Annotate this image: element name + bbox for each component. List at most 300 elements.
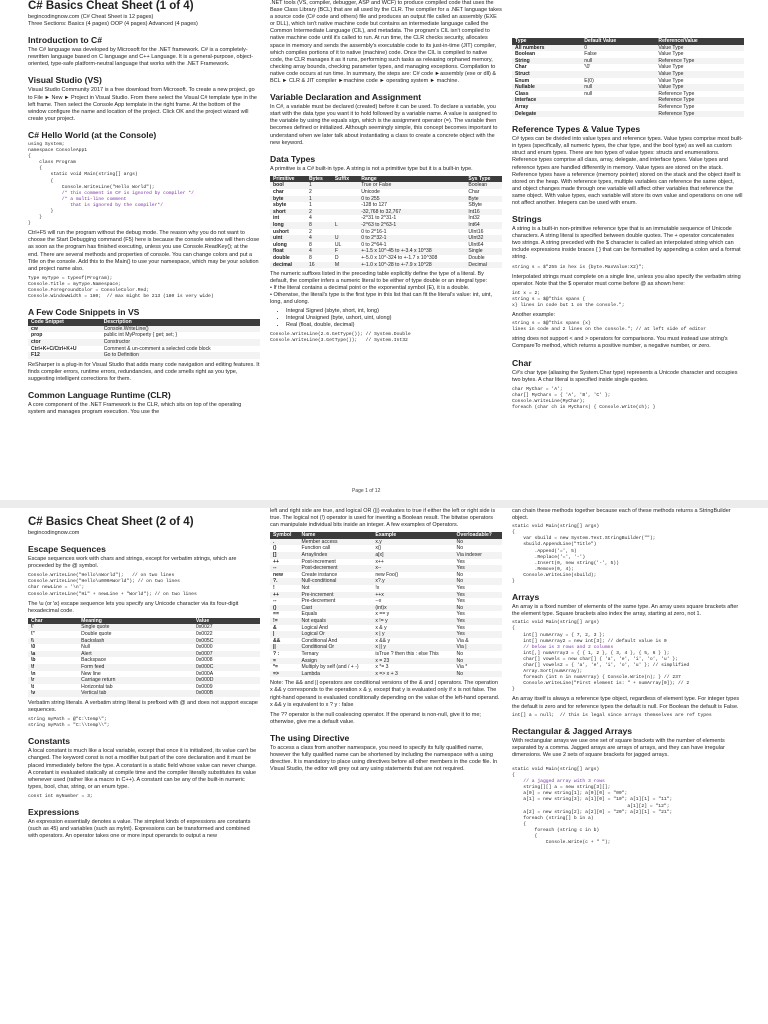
- list-numeric-categories: [286, 308, 502, 329]
- table-cell: 0x0000: [195, 644, 213, 651]
- table-cell: !=: [270, 618, 299, 625]
- table-cell: 4: [308, 215, 312, 222]
- table-cell: !: [273, 585, 275, 592]
- table-cell: x--: [372, 565, 453, 572]
- table-cell: No: [456, 571, 464, 578]
- code-line: Type myType = typeof(Program);: [28, 275, 113, 281]
- table-cell: Yes: [456, 558, 465, 565]
- table-cell: =>: [270, 671, 299, 678]
- para-suffix-rule-2: • Otherwise, the literal's type is the first type in this list that can fit the literal's value: int, uint, long, and ulong.: [270, 292, 492, 306]
- page-1: [0, 0, 768, 500]
- table-cell: No: [456, 545, 464, 552]
- table-row: [270, 572, 502, 579]
- table-cell: Ctrl+K+C/Ctrl+K+U: [31, 345, 77, 352]
- table-cell: 1: [308, 202, 312, 209]
- code-line: Console.Title = myType.Namespace;: [28, 281, 121, 287]
- table-cell: 0x000A: [195, 670, 214, 677]
- code-line: // below is 3 rows and 2 columns: [512, 644, 614, 650]
- code-arrays-null: [512, 713, 744, 719]
- table-cell: No: [456, 650, 464, 657]
- table-cell: -32,768 to 32,767: [358, 209, 465, 216]
- table-cell: Reference Type: [655, 58, 744, 65]
- para-verbatim: Verbatim string literals. A verbatim string literal is prefixed with @ and does not support escape sequences.: [28, 699, 258, 714]
- table-cell: Console.WriteLine(): [101, 326, 260, 333]
- table-escape-chars: [28, 618, 260, 697]
- table-header-cell: Range: [358, 176, 465, 183]
- code-line: char[] vowels = new char[] { 'a', 'e', 'i', 'o', 'u' };: [512, 656, 678, 662]
- code-console-title: [28, 276, 260, 300]
- table-cell: Not equals: [299, 618, 373, 625]
- para-suffix-rule-1: • If the literal contains a decimal point or the exponential symbol (E), it is a double.: [270, 285, 470, 292]
- table-cell: 0x005C: [193, 638, 260, 645]
- table-cell: x.y: [372, 539, 453, 546]
- table-cell: Boolean: [515, 51, 536, 58]
- table-header-cell: Bytes: [306, 176, 332, 183]
- table-cell: Value Type: [658, 64, 684, 71]
- table-cell: 8: [308, 254, 312, 261]
- heading-reference-value-types: Reference Types & Value Types: [512, 124, 641, 135]
- code-strings-1: [512, 265, 744, 271]
- table-cell: !x: [375, 585, 380, 592]
- table-cell: Decimal: [465, 262, 502, 269]
- page-number: Page 1 of 12: [352, 488, 381, 494]
- heading-strings: Strings: [512, 214, 542, 225]
- table-cell: 0 to 2^32-1: [358, 235, 465, 242]
- code-line: int[] a = null; // this is legal since arrays themselves are ref types: [512, 712, 712, 718]
- code-line: Console.WriteLine(3.GetType()); // System.Int32: [270, 337, 408, 343]
- table-cell: Logical Or: [299, 631, 373, 638]
- page1-column-2: [270, 0, 502, 347]
- table-cell: 0x0008: [195, 657, 213, 664]
- table-cell: [581, 104, 655, 111]
- table-row: [270, 625, 502, 632]
- table-cell: ++: [273, 558, 279, 565]
- page2-column-2: [270, 508, 502, 776]
- table-cell: decimal: [270, 262, 306, 269]
- table-cell: new Foo(): [375, 571, 399, 578]
- code-line: char MyChar = 'A';: [512, 386, 563, 392]
- code-arrays: [512, 620, 744, 693]
- table-row: [270, 598, 502, 605]
- heading-clr: Common Language Runtime (CLR): [28, 390, 171, 401]
- table-cell: F: [332, 248, 358, 255]
- code-line: Console.WriteLine(2.6.GetType()); // System.Double: [270, 331, 411, 337]
- heading-hello-world: C# Hello World (at the Console): [28, 129, 157, 140]
- code-line: var sbuild = new System.Text.StringBuilder("");: [512, 536, 656, 542]
- table-cell: \": [31, 631, 35, 638]
- table-row: [28, 677, 260, 684]
- table-cell: Value Type: [658, 77, 684, 84]
- site-line: begincodingnow.com (C# Cheat Sheet is 12 pages): [28, 14, 154, 20]
- table-cell: Yes: [456, 585, 465, 592]
- table-row: [512, 58, 744, 65]
- code-line: string myPath = "C:\\temp\\";: [28, 723, 110, 729]
- page-separator: [0, 500, 768, 508]
- table-row: [270, 611, 502, 618]
- table-row: [28, 352, 260, 359]
- table-row: [270, 565, 502, 572]
- table-header-cell: Symbol: [270, 532, 299, 539]
- code-line: const int myNumber = 3;: [28, 793, 93, 799]
- table-header-row: [512, 38, 744, 45]
- table-cell: Byte: [465, 196, 502, 203]
- table-row: [270, 618, 502, 625]
- table-cell: Double: [468, 254, 485, 261]
- table-cell: Member access: [299, 539, 373, 546]
- table-cell: Yes: [454, 592, 502, 599]
- table-cell: --: [273, 598, 277, 605]
- table-cell: Horizontal tab: [81, 683, 113, 690]
- code-line: {: [512, 834, 538, 840]
- code-line: }: [512, 687, 515, 693]
- code-line: }: [28, 208, 54, 214]
- table-cell: Reference Type: [655, 97, 744, 104]
- table-cell: Reference Type: [658, 90, 695, 97]
- table-row: [270, 638, 502, 645]
- sections-line: Three Sections: Basics (4 pages) OOP (4 pages) Advanced (4 pages): [28, 21, 198, 28]
- page-title: C# Basics Cheat Sheet (1 of 4): [28, 0, 194, 12]
- heading-constants: Constants: [28, 736, 71, 747]
- code-char: [512, 387, 744, 411]
- table-cell: null: [581, 84, 655, 91]
- table-row: [28, 638, 260, 645]
- table-cell: Logical And: [301, 624, 328, 631]
- para-arrays: An array is a fixed number of elements of the same type. An array uses square brackets after the element type. Square brackets also index the array, starting at zero, not 1.: [512, 604, 739, 618]
- code-line: a[0] = new string[1]; a[0][0] = "00";: [512, 791, 628, 797]
- table-cell: int: [273, 215, 280, 222]
- table-cell: +-5.0 x 10^-324 to +-1.7 x 10^308: [361, 254, 438, 261]
- para-escape-sequences: Escape sequences work with chars and strings, except for verbatim strings, which are proceeded by the @ symbol.: [28, 556, 237, 570]
- table-cell: 1: [306, 196, 332, 203]
- table-cell: Int32: [468, 215, 480, 222]
- table-cell: (): [273, 545, 277, 552]
- table-cell: -2^31 to 2^31-1: [361, 215, 397, 222]
- table-cell: E(0): [584, 77, 594, 84]
- code-hello-world: [28, 142, 260, 227]
- code-line: foreach (int n in numArray) { Console.Write(n); } // 237: [512, 675, 681, 681]
- code-line: Console.WindowWidth = 180; // max might be 213 (180 is very wide): [28, 294, 214, 300]
- table-cell: x | y: [372, 631, 453, 638]
- table-cell: bool: [270, 182, 306, 189]
- table-header-cell: Primitive: [270, 176, 306, 183]
- table-row: [270, 229, 502, 236]
- table-cell: [332, 215, 358, 222]
- table-cell: UL: [334, 241, 342, 248]
- table-cell: null: [584, 90, 593, 97]
- table-cell: \v: [28, 690, 78, 697]
- table-cell: Create instance: [301, 571, 338, 578]
- code-line: using System;: [28, 141, 65, 147]
- table-cell: Int16: [465, 209, 502, 216]
- table-row: [270, 578, 502, 585]
- code-line: lines in code and 2 lines on the console."; // at left side of editor: [512, 327, 707, 333]
- table-cell: True or False: [358, 182, 465, 189]
- table-row: [270, 196, 502, 203]
- code-line: .Append('=', 5): [512, 548, 577, 554]
- table-row: [270, 651, 502, 658]
- code-line: Console.Write(c + " ");: [512, 840, 611, 846]
- table-row: [270, 262, 502, 269]
- code-line: .Replace('=', '-'): [512, 554, 586, 560]
- list-item: • Real (float, double, decimal): [286, 322, 502, 329]
- code-line: string s = $@"this spans {: [512, 296, 586, 302]
- table-cell: L: [332, 222, 358, 229]
- code-line: string myPath = @"C:\temp\";: [28, 717, 107, 723]
- table-cell: Alert: [78, 651, 193, 658]
- table-cell: (int)x: [372, 605, 453, 612]
- table-cell: Single quote: [78, 624, 193, 631]
- table-cell: UInt64: [468, 241, 484, 248]
- table-header-cell: Meaning: [78, 618, 193, 625]
- table-cell: Array: [515, 103, 529, 110]
- table-cell: [581, 71, 655, 78]
- table-cell: ctor: [28, 339, 101, 346]
- table-cell: \a: [28, 651, 78, 658]
- table-header-cell: Description: [101, 319, 260, 326]
- table-cell: Boolean: [465, 182, 502, 189]
- para-arrays-2: An array itself is always a reference type object, regardless of element type. For integer types the default is zero and for reference types the default is null. For Boolean the default is False.: [512, 696, 740, 710]
- table-cell: ? :: [273, 650, 280, 657]
- table-cell: M: [332, 262, 358, 269]
- table-cell: Conditional And: [301, 637, 338, 644]
- table-cell: &: [273, 624, 277, 631]
- table-cell: Single: [465, 248, 502, 255]
- table-cell: (): [270, 605, 299, 612]
- table-row: [270, 189, 502, 196]
- para-operators: left and right side are true, and logical OR (||) evaluates to true if either the left or right side is true. The logical not (!) operator is used for inverting a Boolean result. The bitwise operators can manipulate individual bits inside an integer. A few examples of Operators.: [270, 508, 496, 529]
- table-cell: \0: [31, 644, 36, 651]
- table-cell: x => x + 3: [372, 671, 453, 678]
- table-header-cell: Example: [372, 532, 453, 539]
- table-cell: 0x0007: [193, 651, 260, 658]
- table-header-cell: Overloadable?: [454, 532, 502, 539]
- table-cell: No: [454, 658, 502, 665]
- table-cell: [332, 189, 358, 196]
- table-row: [270, 552, 502, 559]
- table-row: [28, 326, 260, 333]
- code-line: string s = $"255 in hex is {byte.MaxValue:X2}";: [512, 264, 645, 270]
- table-cell: 0 to 2^64-1: [361, 241, 387, 248]
- page2-column-3: [512, 508, 744, 849]
- table-cell: Array/index: [299, 552, 373, 559]
- code-line: Console.ForegroundColor = ConsoleColor.Red;: [28, 288, 149, 293]
- table-row: [28, 332, 260, 339]
- table-header-row: [270, 532, 502, 539]
- table-cell: double: [273, 254, 290, 261]
- table-row: [270, 248, 502, 255]
- table-header-cell: Name: [299, 532, 373, 539]
- heading-expressions: Expressions: [28, 807, 80, 817]
- table-cell: Null: [81, 644, 90, 651]
- code-line: }: [28, 221, 31, 227]
- table-cell: UInt16: [468, 228, 484, 235]
- table-cell: -2^63 to 2^63-1: [358, 222, 465, 229]
- table-cell: Pre-decrement: [301, 598, 336, 605]
- table-cell: No: [454, 578, 502, 585]
- code-line: {: [512, 773, 515, 779]
- code-line: foreach (char ch in MyChars) { Console.Write(ch); }: [512, 405, 656, 411]
- code-line: Console.WriteLine("First element is: " + numArray[0]); // 2: [512, 681, 690, 687]
- table-cell: Reference Type: [658, 103, 695, 110]
- code-line: a[2] = new string[2]; a[2][0] = "20"; a[2][1] = "21";: [512, 809, 673, 815]
- table-header-cell: Char: [28, 618, 78, 625]
- table-cell: Value Type: [655, 71, 744, 78]
- para-strings-2: Interpolated strings must complete on a single line, unless you also specify the verbatim string operator. Note that the $ operator must come before @ as shown here:: [512, 273, 741, 287]
- code-line: namespace ConsoleApp1: [28, 148, 88, 154]
- para-strings: A string is a built-in non-primitive reference type that is an immutable sequence of Unicode characters. A string literal is specified between double quotes. The + operator concatenates two strings. A string preceded with the $ character is called an interpolated string which can include expressions inside braces { } that can be formatted by appending a colon and a format string.: [512, 226, 741, 261]
- table-cell: \t: [31, 683, 35, 690]
- code-gettype: [270, 332, 502, 344]
- table-cell: --: [270, 565, 299, 572]
- table-cell: 8: [308, 241, 312, 248]
- table-cell: Via |: [454, 644, 502, 651]
- para-constants: A local constant is much like a local variable, except that once it is initialized, its value can't be changed. The keyword const is not a modifier but part of the core declaration and it must be placed immediately before the type. A constant is a static field whose value can never change. A constant is evaluated statically at compile time and the compiler literally substitutes its value whenever used (rather like a macro in C++). A constant can be any of the built-in numeric types, bool, char, string, or an enum type.: [28, 748, 257, 790]
- table-row: [28, 651, 260, 658]
- table-cell: Not: [301, 585, 310, 592]
- table-cell: --x: [375, 598, 382, 605]
- code-line: Console.WriteLine("Hi" + newLine + "World"); // on two lines: [28, 591, 197, 597]
- para-reference-value-types: C# types can be divided into value types and reference types. Value types comprise most built-in types (specifically, all numeric types, the char type, and the bool type) as well as custom struct and enum types. There are two types of value types: structs and enumerations. Reference types comprise all class, array, delegate, and interface types. Value types and reference types are handled differently in memory. Value types are stored on the stack. Reference types have a reference (memory pointer) stored on the stack and the object itself is stored on the heap. With reference types, multiple variables can reference the same object, and object changes made through one variable will affect other variables that reference the same object. With value types, each variable will store its own value and operations on one will not affect another. Integers can be used with enum.: [512, 136, 743, 206]
- code-line: {: [512, 626, 515, 632]
- heading-jagged-arrays: Rectangular & Jagged Arrays: [512, 725, 633, 736]
- code-line: foreach (string c in b): [512, 827, 600, 833]
- table-cell: x?.y: [372, 578, 453, 585]
- code-line: string[][] a = new string[3][];: [512, 785, 611, 791]
- code-line: int[,] numArray3 = { { 1, 2 }, { 3, 4 }, { 5, 6 } };: [512, 650, 670, 656]
- table-cell: Value Type: [658, 51, 684, 58]
- table-cell: Via *: [456, 664, 468, 671]
- code-line: a[1] = new string[3]; a[1][0] = "10"; a[1][1] = "11";: [512, 797, 673, 803]
- table-cell: '\0': [584, 64, 591, 71]
- table-cell: UInt32: [465, 235, 502, 242]
- table-cell: x && y: [375, 637, 391, 644]
- table-cell: x(): [375, 545, 382, 552]
- table-cell: x++: [375, 558, 384, 565]
- table-header-cell: Sys Type: [465, 176, 502, 183]
- table-cell: public int MyProperty { get; set; }: [103, 332, 178, 339]
- heading-snippets: A Few Code Snippets in VS: [28, 307, 140, 318]
- code-line: static void Main(string[] args): [28, 172, 138, 178]
- code-line: Console.WriteLine(MyChar);: [512, 398, 586, 404]
- table-cell: []: [270, 552, 299, 559]
- table-row: [512, 45, 744, 52]
- table-header-cell: Default Value: [581, 38, 655, 45]
- page-title: C# Basics Cheat Sheet (2 of 4): [28, 516, 194, 528]
- table-row: [28, 339, 260, 346]
- table-cell: +-1.5 x 10^-45 to +-3.4 x 10^38: [358, 248, 465, 255]
- table-snippets: [28, 319, 260, 359]
- code-line: char[] vowels2 = { 'a', 'e', 'i', 'o', 'u' }; // simplified: [512, 662, 690, 668]
- code-line: // a jagged array with 3 rows: [512, 779, 605, 785]
- page1-column-1: [28, 0, 260, 419]
- code-line: sbuild.AppendLine("Title"): [512, 542, 597, 548]
- table-row: [270, 671, 502, 678]
- heading-data-types: Data Types: [270, 153, 316, 164]
- table-cell: \r: [28, 677, 78, 684]
- table-header-cell: Suffix: [332, 176, 358, 183]
- table-cell: 4: [306, 235, 332, 242]
- table-cell: Function call: [301, 545, 331, 552]
- table-cell: Enum: [515, 77, 530, 84]
- code-line: int[] numArray2 = new int[3]; // default value is 0: [512, 638, 667, 644]
- table-row: [270, 559, 502, 566]
- table-default-values: [512, 38, 744, 117]
- table-row: [28, 644, 260, 651]
- table-row: [270, 182, 502, 189]
- code-verbatim: [28, 717, 260, 729]
- table-cell: \n: [31, 670, 36, 677]
- table-row: [270, 658, 502, 665]
- table-cell: x == y: [375, 611, 390, 618]
- table-cell: cw: [28, 326, 101, 333]
- table-cell: Equals: [301, 611, 318, 618]
- table-header-cell: Code Snippet: [28, 319, 101, 326]
- table-cell: All numbers: [512, 45, 581, 52]
- table-cell: 2: [308, 188, 312, 195]
- table-cell: x != y: [372, 618, 453, 625]
- heading-arrays: Arrays: [512, 592, 540, 603]
- table-cell: byte: [270, 196, 306, 203]
- table-row: [270, 215, 502, 222]
- heading-visual-studio: Visual Studio (VS): [28, 75, 102, 86]
- code-line: int[] numArray = { 7, 2, 3 };: [512, 632, 605, 638]
- table-cell: ++x: [372, 592, 453, 599]
- table-cell: char: [273, 188, 284, 195]
- code-line: Console.WriteLine("Hello\nWorld"); // on two lines: [28, 573, 175, 579]
- heading-intro: Introduction to C#: [28, 35, 102, 46]
- table-cell: null: [581, 58, 655, 65]
- code-line: char newLine = '\n';: [28, 585, 85, 591]
- table-cell: prop: [31, 332, 43, 339]
- code-line: foreach (string[] b in a): [512, 815, 594, 821]
- code-line: Array.Sort(numArray);: [512, 669, 583, 675]
- table-row: [270, 585, 502, 592]
- table-row: [270, 545, 502, 552]
- code-line: {: [512, 821, 527, 827]
- para-char: C#'s char type (aliasing the System.Char type) represents a Unicode character and occupies two bytes. A char literal is specified inside single quotes.: [512, 369, 738, 383]
- table-cell: Multiply by self (and / + -): [301, 664, 359, 671]
- table-row: [270, 539, 502, 546]
- code-line: static void Main(string[] args): [512, 524, 600, 530]
- table-header-cell: Value: [193, 618, 260, 625]
- table-cell: String: [512, 58, 581, 65]
- table-row: [512, 104, 744, 111]
- table-header-cell: Reference/Value: [655, 38, 744, 45]
- heading-escape-sequences: Escape Sequences: [28, 544, 106, 555]
- table-cell: [332, 202, 358, 209]
- table-cell: ulong: [273, 241, 287, 248]
- table-cell: [332, 196, 358, 203]
- table-cell: a[x]: [372, 552, 453, 559]
- table-cell: 2: [306, 209, 332, 216]
- table-cell: Ternary: [301, 650, 319, 657]
- table-cell: Assign: [299, 658, 373, 665]
- table-data-types: [270, 176, 502, 268]
- table-row: [512, 97, 744, 104]
- table-row: [512, 71, 744, 78]
- para-strings-3: Another example:: [512, 312, 556, 319]
- table-cell: 0x0027: [193, 624, 260, 631]
- code-line: string s = $@"this spans {x}: [512, 321, 591, 327]
- table-operators: [270, 532, 502, 677]
- table-cell: Yes: [456, 624, 465, 631]
- table-cell: Struct: [512, 71, 581, 78]
- para-dotnet-tools: .NET tools (VS, compiler, debugger, ASP and WCF) to produce compiled code that uses the Base Class Library (BCL) that are all used by the CLR. The compiler for a .NET language takes a source code (C# code and others) file and produces an output file called an assembly (EXE or DLL), which isn't native machine code but contains an intermediate language called the Common Intermediate Language (CIL), and metadata. The program's CIL isn't compiled to native machine code until it's called to run. At run time, the CLR checks security, allocates space in memory and sends the assembly's executable code to its just-in-time (JIT) compiler, which compiles portions of it to native (machine) code. Once the CIL is compiled to native code, the CLR manages it as it runs, performing such tasks as releasing orphaned memory, checking array bounds, checking parameter types, and managing exceptions. Compilation to native code occurs at run time. In summary, the steps are: C# code ►assembly (exe or dll) & BCL ► CLR & JIT compiler ►machine code ► operating system ► machine.: [270, 0, 502, 85]
- heading-variable-declaration: Variable Declaration and Assignment: [270, 92, 422, 103]
- para-ctrl-f5: Ctrl+F5 will run the program without the debug mode. The reason why you do not want to choose the Start Debugging command (F5) here is because the console window will then close as soon as the program has finished executing, unless you use Console.ReadKey(); at the end. There are several methods and properties of console. You can change colors and put a Title on the console. Add this to the Main() to use your namespace, which may be your solution and project name also.: [28, 230, 260, 272]
- code-line: a[1][2] = "12";: [512, 803, 670, 809]
- table-cell: Delegate: [512, 111, 581, 118]
